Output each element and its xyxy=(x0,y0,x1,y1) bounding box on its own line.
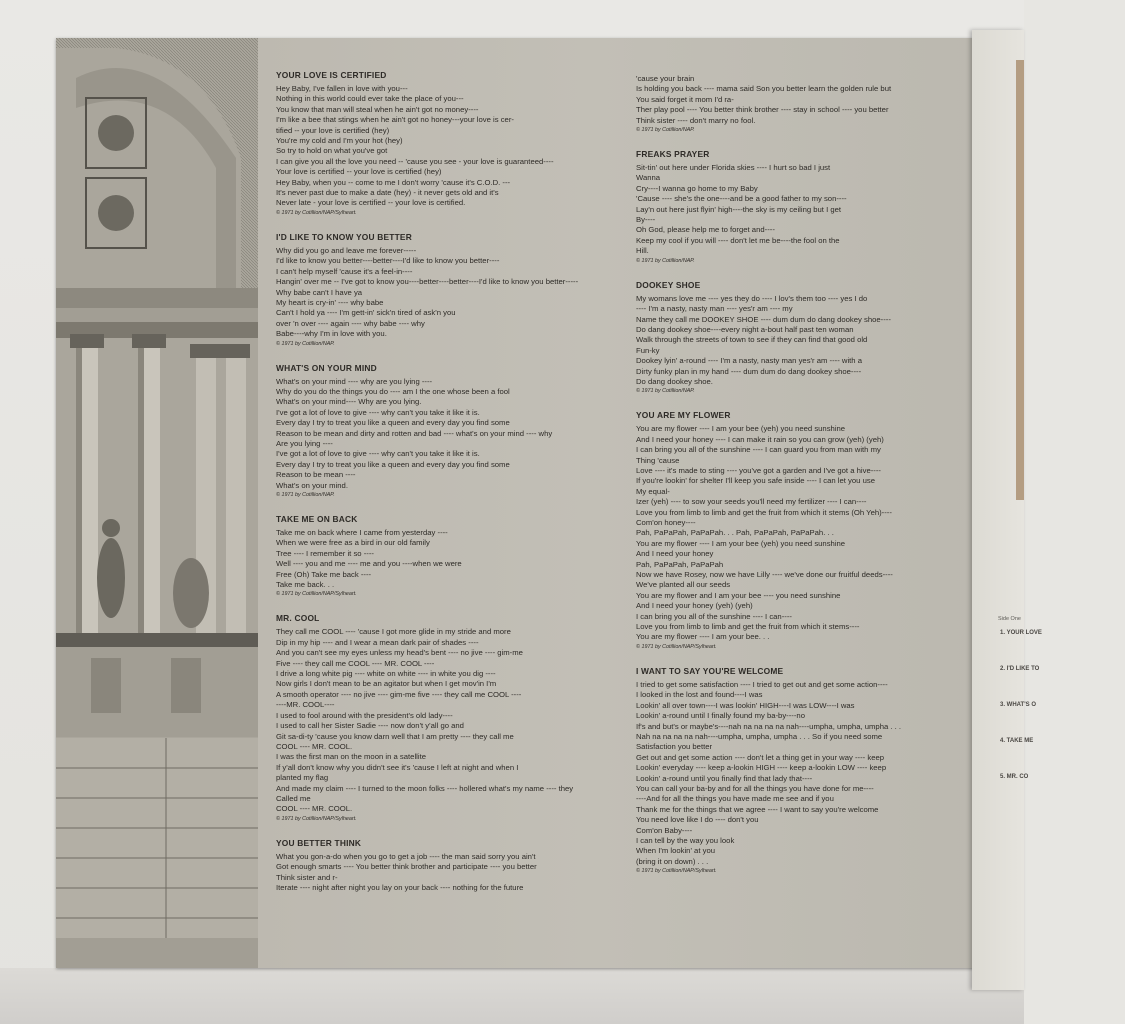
lyric-line: Hey Baby, I've fallen in love with you--- xyxy=(276,84,408,93)
lyric-line: I'm like a bee that stings when he ain't got no honey---your love is cer- xyxy=(276,115,514,125)
lyric-line: You can call your ba-by and for all the things you have done for me---- xyxy=(636,783,874,793)
lyric-line: (bring it on down) . . . xyxy=(636,856,709,866)
lyric-line: Lookin' everyday ---- keep a-lookin HIGH ---- keep a-lookin LOW ---- keep xyxy=(636,763,887,773)
lyric-line: Oh God, please help me to forget and---- xyxy=(636,225,775,235)
lyric-line: Nothing in this world could ever take the place of you--- xyxy=(276,94,464,104)
song-block xyxy=(276,514,626,599)
lyric-line: If y'all don't know why you didn't see it's 'cause I left at night and when I xyxy=(276,762,519,772)
song-block xyxy=(636,410,956,652)
lyric-line: Cry----I wanna go home to my Baby xyxy=(636,183,758,193)
song-block xyxy=(276,838,626,894)
song-block xyxy=(276,232,626,349)
lyric-line: Take me on back where I came from yesterday ---- xyxy=(276,528,448,537)
lyric-line: Take me back. . . xyxy=(276,580,335,590)
song-block xyxy=(276,363,626,500)
lyric-line: What's on your mind ---- why are you lying ---- xyxy=(276,376,433,386)
track-item: 4. TAKE ME xyxy=(1000,738,1034,744)
lyric-line: COOL ---- MR. COOL. xyxy=(276,804,353,814)
lyric-line: Do dang dookey shoe. xyxy=(636,376,713,386)
lyric-line: I used to call her Sister Sadie ---- now don't y'all go and xyxy=(276,721,464,731)
lyric-line: Dip in my hip ---- and I wear a mean dark pair of shades ---- xyxy=(276,637,479,647)
lyric-line: Why babe can't I have ya xyxy=(276,287,363,297)
lyric-line: Reason to be mean and dirty and rotten and bad ---- what's on your mind ---- why xyxy=(276,428,553,438)
lyric-line: I've got a lot of love to give ---- why can't you take it like it is. xyxy=(276,449,480,459)
song-block xyxy=(636,280,956,397)
lyric-line: You're my cold and I'm your hot (hey) xyxy=(276,136,403,146)
song-title: YOU BETTER THINK xyxy=(276,837,362,848)
lyric-line: Iterate ---- night after night you lay on your back ---- nothing for the future xyxy=(276,882,524,892)
lyrics-panel xyxy=(258,38,1000,968)
lyric-line: By---- xyxy=(636,215,656,225)
lyric-line: It's never past due to make a date (hey) - it never gets old and it's xyxy=(276,188,499,198)
lyric-line: Lookin' a-round until I finally found my ba-by----no xyxy=(636,711,805,721)
lyric-line: over 'n over ---- again ---- why babe ---- why xyxy=(276,318,425,328)
lyric-line: Fun-ky xyxy=(636,345,660,355)
lyric-line: I'd like to know you better----better----I'd like to know you better---- xyxy=(276,256,500,266)
lyric-line: Nah na na na na nah----umpha, umpha, umpha . . . So if you need some xyxy=(636,731,883,741)
lyric-line: Git sa-di-ty 'cause you know darn well that I am pretty ---- they call me xyxy=(276,731,514,741)
lyric-line: My womans love me ---- yes they do ---- I lov's them too ---- yes I do xyxy=(636,293,868,303)
lyric-line: Thank me for the things that we agree ---- I want to say you're welcome xyxy=(636,804,879,814)
song-title: I WANT TO SAY YOU'RE WELCOME xyxy=(636,665,784,676)
track-item: 3. WHAT'S O xyxy=(1000,702,1036,708)
lyric-line: We've planted all our seeds xyxy=(636,580,731,590)
song-continuation xyxy=(636,74,956,135)
lyric-line: Dirty funky plan in my hand ---- dum dum do dang dookey shoe---- xyxy=(636,366,862,376)
lyric-line: Do dang dookey shoe----every night a-bout half past ten woman xyxy=(636,324,854,334)
lyric-line: 'cause your brain xyxy=(636,74,695,83)
lyric-line: They call me COOL ---- 'cause I got more glide in my stride and more xyxy=(276,627,511,637)
lyric-line: Now girls I don't mean to be an agitator but when I get mov'in I'm xyxy=(276,679,497,689)
copyright-credit: © 1971 by Cotillion/NAP/Sylheart. xyxy=(276,591,357,598)
lyric-line: I can bring you all of the sunshine ---- I can---- xyxy=(636,611,792,621)
lyric-line: I drive a long white pig ---- white on white ---- in white you dig ---- xyxy=(276,669,496,679)
lyric-line: You said forget it mom I'd ra- xyxy=(636,94,734,104)
lyric-line: Got enough smarts ---- You better think brother and participate ---- you better xyxy=(276,862,537,872)
lyric-line: Your love is certified -- your love is certified (hey) xyxy=(276,167,442,177)
lyric-line: Lookin' all over town----I was lookin' HIGH----I was LOW----I was xyxy=(636,700,855,710)
lyric-line: Think sister ---- don't marry no fool. xyxy=(636,115,756,125)
lyric-line: And you can't see my eyes unless my head's bent ---- no jive ---- gim-me xyxy=(276,648,523,658)
lyric-line: You are my flower ---- I am your bee (yeh) you need sunshine xyxy=(636,424,846,434)
architectural-engraving xyxy=(56,38,258,968)
lyric-line: tified -- your love is certified (hey) xyxy=(276,125,390,135)
copyright-credit: © 1971 by Cotillion/NAP/Sylheart. xyxy=(276,209,357,216)
lyric-line: Every day I try to treat you like a queen and every day you find some xyxy=(276,418,510,428)
engraving-illustration xyxy=(56,38,258,968)
lyric-line: You know that man will steal when he ain't got no money---- xyxy=(276,104,479,114)
copyright-credit: © 1971 by Cotillion/NAP. xyxy=(276,492,335,498)
floor-shadow xyxy=(0,968,1024,1024)
lyric-line: I can't help myself 'cause it's a feel-in---- xyxy=(276,266,413,276)
lyric-line: Why did you go and leave me forever----- xyxy=(276,245,417,255)
lyric-line: I can tell by the way you look xyxy=(636,835,735,845)
copyright-credit: © 1971 by Cotillion/NAP. xyxy=(276,340,335,347)
lyric-line: Satisfaction you better xyxy=(636,742,713,752)
lyric-line: You need love like I do ---- don't you xyxy=(636,815,759,825)
side-one-label: Side One xyxy=(998,616,1021,622)
song-block xyxy=(276,70,626,218)
lyric-line: ---- I'm a nasty, nasty man ---- yes'r am ---- my xyxy=(636,304,793,314)
lyric-line: Every day I try to treat you like a queen and every day you find some xyxy=(276,459,510,469)
copyright-credit: © 1971 by Cotillion/NAP. xyxy=(636,127,695,134)
track-item: 1. YOUR LOVE xyxy=(1000,630,1042,636)
song-block xyxy=(636,149,956,266)
sleeve-notch xyxy=(1118,38,1125,68)
lyric-line: Now we have Rosey, now we have Lilly ---- we've done our fruitful deeds---- xyxy=(636,570,893,580)
track-item: 5. MR. CO xyxy=(1000,774,1029,780)
lyric-line: I tried to get some satisfaction ---- I tried to get out and get some action---- xyxy=(636,679,888,689)
song-title: YOUR LOVE IS CERTIFIED xyxy=(276,70,387,80)
lyric-line: I've got a lot of love to give ---- why can't you take it like it is. xyxy=(276,407,480,417)
lyric-line: Hey Baby, when you -- come to me I don't worry 'cause it's C.O.D. --- xyxy=(276,177,511,187)
lyric-line: When we were free as a bird in our old family xyxy=(276,538,430,548)
lyric-line: What's on your mind. xyxy=(276,480,348,490)
lyric-line: 'Cause ---- she's the one----and be a good father to my son---- xyxy=(636,194,847,204)
song-title: I'D LIKE TO KNOW YOU BETTER xyxy=(276,231,412,242)
lyric-line: Five ---- they call me COOL ---- MR. COOL ---- xyxy=(276,658,435,668)
lyric-line: Is holding you back ---- mama said Son you better learn the golden rule but xyxy=(636,84,892,94)
lyric-line: Well ---- you and me ---- me and you ----when we were xyxy=(276,559,462,569)
lyric-line: My heart is cry-in' ---- why babe xyxy=(276,297,384,307)
lyric-line: And I need your honey xyxy=(636,549,714,559)
lyric-line: Sit-tin' out here under Florida skies ---- I hurt so bad I just xyxy=(636,163,831,173)
song-title: FREAKS PRAYER xyxy=(636,149,710,160)
lyric-line: Never late - your love is certified -- your love is certified. xyxy=(276,198,466,208)
lyric-line: I can bring you all of the sunshine ---- I can guard you from man with my xyxy=(636,445,881,455)
lyric-line: Why do you do the things you do ---- am I the one whose been a fool xyxy=(276,386,510,396)
lyric-line: Think sister and r- xyxy=(276,872,338,882)
lyric-line: Hill. xyxy=(636,246,649,256)
song-block xyxy=(636,666,956,876)
side-one-tracklist xyxy=(1000,630,1042,810)
lyric-line: Thing 'cause xyxy=(636,455,680,465)
lyrics-column-left xyxy=(276,70,626,907)
adjacent-photo-edge xyxy=(1016,60,1024,500)
lyric-line: You are my flower ---- I am your bee (yeh) you need sunshine xyxy=(636,538,846,548)
lyric-line: Com'on Baby---- xyxy=(636,825,693,835)
lyric-line: Dookey lyin' a-round ---- I'm a nasty, nasty man yes'r am ---- with a xyxy=(636,356,862,366)
lyric-line: I used to fool around with the president's old lady---- xyxy=(276,710,453,720)
track-item: 2. I'D LIKE TO xyxy=(1000,666,1040,672)
lyric-line: Get out and get some action ---- don't let a thing get in your way ---- keep xyxy=(636,752,885,762)
copyright-credit: © 1971 by Cotillion/NAP/Sylheart. xyxy=(636,868,717,875)
lyric-line: Walk through the streets of town to see if they can find that good old xyxy=(636,335,868,345)
lyric-line: Can't I hold ya ---- I'm gett-in' sick'n tired of ask'n you xyxy=(276,308,456,318)
lyric-line: Babe----why I'm in love with you. xyxy=(276,329,387,339)
lyric-line: Reason to be mean ---- xyxy=(276,470,356,480)
lyric-line: What you gon-a-do when you go to get a job ---- the man said sorry you ain't xyxy=(276,851,536,861)
lyric-line: When I'm lookin' at you xyxy=(636,846,715,856)
song-title: YOU ARE MY FLOWER xyxy=(636,410,731,421)
song-title: MR. COOL xyxy=(276,613,320,624)
lyric-line: Hangin' over me -- I've got to know you----better----better----I'd like to know you better----- xyxy=(276,277,579,287)
lyric-line: ----MR. COOL---- xyxy=(276,700,335,710)
song-title: DOOKEY SHOE xyxy=(636,279,701,290)
lyric-line: If you're lookin' for shelter I'll keep you safe inside ---- I can let you use xyxy=(636,476,875,486)
lyric-line: Wanna xyxy=(636,173,661,183)
lyric-line: I looked in the lost and found----I was xyxy=(636,690,763,700)
lyric-line: My equal- xyxy=(636,486,670,496)
lyric-line: Love you from limb to limb and get the fruit from which it stems---- xyxy=(636,622,860,632)
lyric-line: Free (Oh) Take me back ---- xyxy=(276,569,372,579)
song-block xyxy=(276,613,626,823)
lyric-line: Love ---- it's made to sting ---- you've got a garden and I've got a hive---- xyxy=(636,465,881,475)
lyric-line: A smooth operator ---- no jive ---- gim-me five ---- they call me COOL ---- xyxy=(276,689,522,699)
lyric-line: I was the first man on the moon in a satellite xyxy=(276,752,426,762)
copyright-credit: © 1971 by Cotillion/NAP. xyxy=(636,257,695,264)
copyright-credit: © 1971 by Cotillion/NAP/Sylheart. xyxy=(276,815,357,822)
lyric-line: You are my flower and I am your bee ---- you need sunshine xyxy=(636,590,841,600)
copyright-credit: © 1971 by Cotillion/NAP/Sylheart. xyxy=(636,643,717,650)
lyrics-column-right xyxy=(636,74,956,890)
lyric-line: Pah, PaPaPah, PaPaPah xyxy=(636,559,724,569)
lyric-line: You are my flower ---- I am your bee. . . xyxy=(636,632,770,642)
lyric-line: Name they call me DOOKEY SHOE ---- dum dum do dang dookey shoe---- xyxy=(636,314,891,324)
lyric-line: So try to hold on what you've got xyxy=(276,146,388,156)
lyric-line: Tree ---- I remember it so ---- xyxy=(276,548,374,558)
album-sleeve xyxy=(56,38,1000,968)
lyric-line: What's on your mind---- Why are you lying. xyxy=(276,397,422,407)
lyric-line: And made my claim ---- I turned to the moon folks ---- hollered what's my name ---- they xyxy=(276,783,574,793)
lyric-line: Izer (yeh) ---- to sow your seeds you'll need my fertilizer ---- I can---- xyxy=(636,497,867,507)
lyric-line: Called me xyxy=(276,793,311,803)
lyric-line: Are you lying ---- xyxy=(276,438,333,448)
song-title: WHAT'S ON YOUR MIND xyxy=(276,362,377,373)
lyric-line: ----And for all the things you have made me see and if you xyxy=(636,794,834,804)
lyric-line: Love you from limb to limb and get the fruit from which it stems (Oh Yeh)---- xyxy=(636,507,892,517)
lyric-line: I can give you all the love you need -- 'cause you see - your love is guaranteed---- xyxy=(276,156,554,166)
lyric-line: Lay'n out here just flyin' high----the sky is my ceiling but I get xyxy=(636,204,842,214)
lyric-line: And I need your honey (yeh) (yeh) xyxy=(636,601,753,611)
lyric-line: And I need your honey ---- I can make it rain so you can grow (yeh) (yeh) xyxy=(636,434,884,444)
lyric-line: planted my flag xyxy=(276,773,329,783)
lyric-line: Lookin' a-round until you finally find that lady that---- xyxy=(636,773,813,783)
lyric-line: Com'on honey---- xyxy=(636,518,696,527)
song-title: TAKE ME ON BACK xyxy=(276,514,358,524)
copyright-credit: © 1971 by Cotillion/NAP. xyxy=(636,388,695,395)
lyric-line: If's and but's or maybe's----nah na na na na nah----umpha, umpha, umpha . . . xyxy=(636,721,902,731)
lyric-line: Keep my cool if you will ---- don't let me be----the fool on the xyxy=(636,235,840,245)
lyric-line: Pah, PaPaPah, PaPaPah. . . Pah, PaPaPah, PaPaPah. . . xyxy=(636,528,834,538)
lyric-line: Ther play pool ---- You better think brother ---- stay in school ---- you better xyxy=(636,105,889,115)
lyric-line: COOL ---- MR. COOL. xyxy=(276,741,353,751)
